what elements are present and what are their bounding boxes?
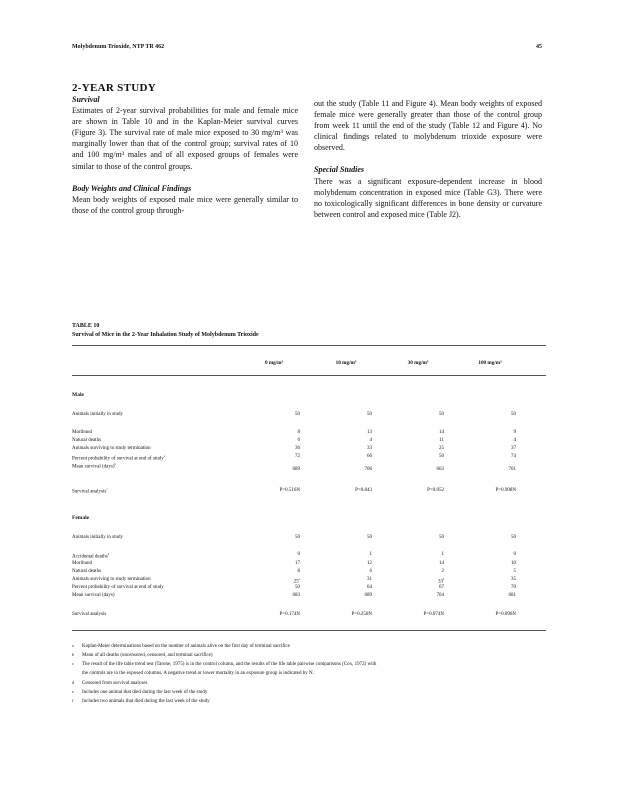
col-header-100: 100 mg/m³ — [478, 360, 502, 366]
cell: 11 — [439, 438, 444, 443]
survival-heading: Survival — [72, 95, 100, 104]
cell: 70 — [511, 585, 516, 590]
male-heading: Male — [72, 392, 84, 398]
cell: P=0.516N — [279, 488, 300, 493]
cell: 704 — [436, 593, 444, 598]
row-label: Natural deaths — [72, 438, 102, 443]
cell: 689 — [292, 467, 300, 472]
cell: P=0.074N — [423, 612, 444, 617]
cell: 13 — [367, 430, 372, 435]
cell: 50 — [295, 412, 300, 417]
cell: 5 — [513, 569, 516, 574]
row-label-text: Mean survival (days) — [72, 464, 115, 470]
cell: P=0.843 — [355, 488, 372, 493]
col-header-0: 0 mg/m³ — [264, 360, 284, 366]
row-label: Animals surviving to study termination — [72, 577, 151, 582]
table-header-rule — [72, 375, 546, 376]
cell: 50 — [295, 535, 300, 540]
footnote-mark: c — [72, 661, 74, 666]
row-label-text: Percent probability of survival at end of study — [72, 456, 164, 462]
special-studies-paragraph: There was a significant exposure-dependent increase in blood molybdenum concentration in exposed mice (Table G3). There were no toxicologically significant differences in bone density or curvature between control and exposed mice (Table J2). — [314, 176, 542, 219]
cell: 1 — [441, 552, 444, 557]
footnote: Censored from survival analyses — [82, 681, 148, 686]
table-caption — [72, 322, 259, 340]
cell — [294, 577, 300, 585]
col-header-30: 30 mg/m³ — [407, 360, 429, 366]
page-number: 45 — [536, 44, 542, 50]
cell: 706 — [364, 467, 372, 472]
cell-value: 33 — [438, 579, 443, 585]
cell: 50 — [439, 412, 444, 417]
footnote-mark: e — [72, 689, 74, 694]
cell: 37 — [511, 446, 516, 451]
cell-value: 25 — [293, 579, 299, 585]
row-label: Animals initially in study — [72, 535, 123, 540]
row-label — [72, 462, 116, 470]
cell: P=0.250N — [351, 612, 372, 617]
row-label-text: Accidental deaths — [72, 554, 108, 560]
cell: 66 — [367, 454, 372, 459]
cell — [438, 577, 444, 585]
cell: 50 — [439, 535, 444, 540]
row-label — [72, 454, 165, 462]
cell: 36 — [295, 446, 300, 451]
row-label: Moribund — [72, 561, 92, 566]
footnote-mark: d — [72, 680, 74, 685]
cell: 683 — [292, 593, 300, 598]
row-label: Animals surviving to study termination — [72, 446, 151, 451]
row-label-text: Survival analysis — [72, 489, 107, 495]
table-bottom-rule — [72, 630, 546, 631]
cell: 1 — [369, 552, 372, 557]
footnote-mark: b — [72, 652, 74, 657]
footnote-mark: f — [72, 698, 74, 703]
cell: 12 — [367, 561, 372, 566]
row-label: Mean survival (days) — [72, 593, 115, 598]
footnote-continued: the controls are in the exposed columns. A negative trend or lower mortality in an exposure group is indicated by N. — [82, 671, 314, 676]
footnote-mark: d — [107, 552, 110, 556]
cell: 689 — [364, 593, 372, 598]
survival-paragraph: Estimates of 2-year survival probabilities for male and female mice are shown in Table 10 and in the Kaplan-Meier survival curves (Figure 3). The survival rate of male mice exposed to 30 mg/m³ was marginally lower than that of the control group; survival rates of 10 and 100 mg/m³ males and of all exposed groups of females were similar to those of the control groups. — [72, 106, 298, 171]
cell: 4 — [513, 438, 516, 443]
row-label: Percent probability of survival at end of study — [72, 585, 164, 590]
footnote-mark: e — [298, 577, 300, 581]
cell: 25 — [439, 446, 444, 451]
female-heading: Female — [72, 515, 90, 521]
cell: 74 — [511, 454, 516, 459]
cell: 9 — [513, 430, 516, 435]
footnote-mark: f — [443, 577, 444, 581]
cell: 4 — [369, 438, 372, 443]
cell: 8 — [297, 569, 300, 574]
right-column — [314, 98, 542, 220]
cell: 701 — [508, 467, 516, 472]
cell: 50 — [367, 412, 372, 417]
footnote: Includes two animals that died during the last week of the study — [82, 699, 210, 704]
cell: P=0.052 — [427, 488, 444, 493]
cell: 14 — [439, 430, 444, 435]
row-label: Animals initially in study — [72, 412, 123, 417]
cell: 0 — [297, 552, 300, 557]
special-studies-heading: Special Studies — [314, 165, 365, 175]
cell: 67 — [439, 585, 444, 590]
cell: 14 — [439, 561, 444, 566]
cell: P=0.174N — [279, 612, 300, 617]
cell: 0 — [513, 552, 516, 557]
running-header-title: Molybdenum Trioxide, NTP TR 462 — [72, 44, 165, 50]
row-label — [72, 487, 108, 495]
footnote: Kaplan-Meier determinations based on the number of animals alive on the first day of terminal sacrifice — [82, 644, 290, 649]
cell: 64 — [367, 585, 372, 590]
cell: 31 — [367, 577, 372, 582]
cell: 33 — [367, 446, 372, 451]
cell: 50 — [439, 454, 444, 459]
cell: 681 — [508, 593, 516, 598]
cell: P=0.908N — [495, 488, 516, 493]
cell: P=0.096N — [495, 612, 516, 617]
cell: 6 — [369, 569, 372, 574]
cell: 10 — [511, 561, 516, 566]
footnote-mark: c — [106, 487, 108, 491]
footnote: Mean of all deaths (uncensored, censored, and terminal sacrifice) — [82, 653, 213, 658]
col-header-10: 10 mg/m³ — [335, 360, 357, 366]
row-label: Natural deaths — [72, 569, 102, 574]
footnote-mark: a — [163, 454, 166, 458]
cell: 50 — [367, 535, 372, 540]
body-weights-heading: Body Weights and Clinical Findings — [72, 183, 192, 193]
body-weights-paragraph: Mean body weights of exposed male mice were generally similar to those of the control group through- — [72, 194, 298, 215]
cell: 8 — [297, 430, 300, 435]
table-label: TABLE 10 — [72, 323, 100, 329]
footnote: Includes one animal that died during the last week of the study — [82, 690, 208, 695]
cell: 6 — [297, 438, 300, 443]
cell: 35 — [511, 577, 516, 582]
section-title: 2-YEAR STUDY — [72, 82, 156, 94]
cell: 663 — [436, 467, 444, 472]
cell: 50 — [295, 585, 300, 590]
left-column — [72, 94, 298, 216]
footnote-mark: a — [72, 643, 74, 648]
table-title: Survival of Mice in the 2-Year Inhalation Study of Molybdenum Trioxide — [72, 332, 259, 338]
footnote-mark: b — [114, 462, 116, 466]
row-label: Moribund — [72, 430, 92, 435]
footnote: The result of the life table trend test (Tarone, 1975) is in the control column, and the results of the life table pairwise comparisons (Cox, 1972) with — [82, 662, 377, 667]
cell: 50 — [511, 412, 516, 417]
cell: 72 — [295, 454, 300, 459]
cell: 50 — [511, 535, 516, 540]
row-label: Survival analysis — [72, 612, 107, 617]
row-label — [72, 552, 109, 560]
cell: 2 — [441, 569, 444, 574]
table-top-rule — [72, 345, 546, 346]
cell: 17 — [295, 561, 300, 566]
body-weights-continued: out the study (Table 11 and Figure 4). Mean body weights of exposed female mice were generally greater than those of the control group from week 11 until the end of the study (Table 12 and Figure 4). No clinical findings related to molybdenum trioxide exposure were observed. — [314, 99, 542, 153]
